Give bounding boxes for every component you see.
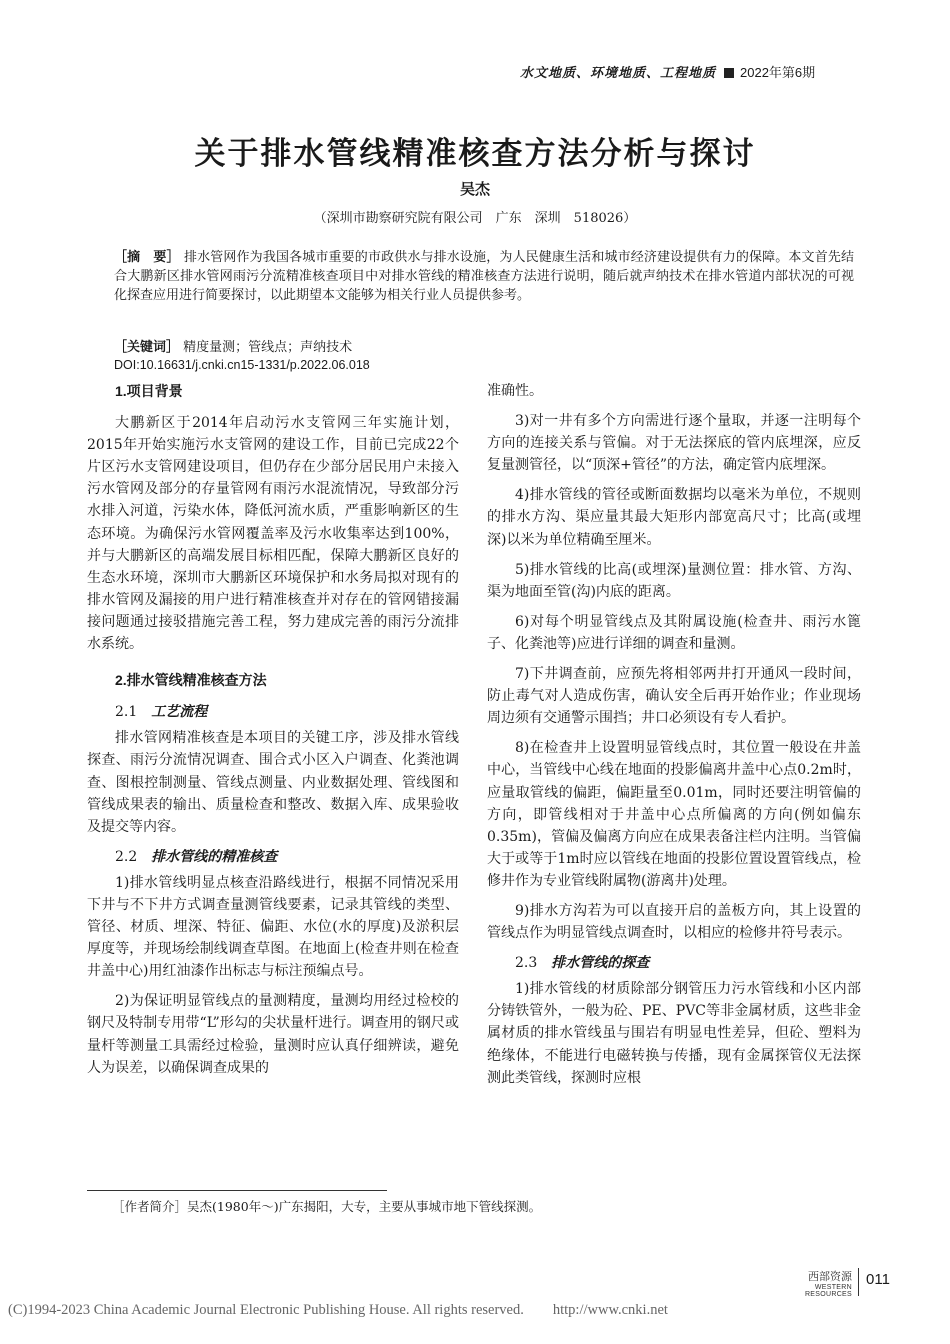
abstract [114, 247, 854, 305]
footer-divider [858, 1268, 859, 1296]
section-2-2-heading [87, 846, 459, 868]
section-2-1-number: 2.1 [115, 704, 138, 721]
article-title: 关于排水管线精准核查方法分析与探讨 [194, 136, 756, 172]
author-name: 吴杰 [459, 180, 490, 198]
item-7-paragraph: 7)下井调查前，应预先将相邻两井打开通风一段时间，防止毒气对人造成伤害，确认安全后再开始作业；作业现场周边须有交通警示围挡；井口必须设有专人看护。 [487, 666, 861, 727]
publisher-logo [780, 1268, 852, 1298]
item-9-paragraph: 9)排水方沟若为可以直接开启的盖板方向，其上设置的管线点作为明显管线点调查时，以相应的检修井符号表示。 [487, 902, 861, 942]
section-2-2-number: 2.2 [115, 848, 138, 865]
logo-english: WESTERN RESOURCES [804, 1284, 852, 1298]
logo-chinese: 西部资源 [808, 1271, 852, 1283]
right-column [487, 380, 861, 1097]
left-column [87, 380, 459, 1087]
section-2-3-heading [487, 952, 861, 974]
author-footnote: ［作者简介］吴杰(1980年～)广东揭阳，大专，主要从事城市地下管线探测。 [112, 1199, 542, 1214]
section-2-heading: 2.排水管线精准核查方法 [115, 672, 267, 689]
copyright-notice: (C)1994-2023 China Academic Journal Electronic Publishing House. All rights reserved. http://www.cnki.net [8, 1302, 668, 1318]
item-6-paragraph: 6)对每个明显管线点及其附属设施(检查井、雨污水篦子、化粪池等)应进行详细的调查和量测。 [487, 613, 861, 652]
section-2-1-heading [87, 701, 459, 723]
section-2-2-title: 排水管线的精准核查 [151, 848, 278, 865]
paragraph-continuation: 准确性。 [487, 383, 543, 399]
keywords-text: 精度量测；管线点；声纳技术 [183, 340, 353, 355]
section-1-heading: 1.项目背景 [115, 383, 183, 399]
doi: DOI:10.16631/j.cnki.cn15-1331/p.2022.06.018 [114, 358, 370, 372]
page-number: 011 [866, 1271, 890, 1288]
section-2-3-paragraph: 1)排水管线的材质除部分钢管压力污水管线和小区内部分铸铁管外，一般为砼、PE、PVC等非金属材质，这些非金属材质的排水管线虽与围岩有明显电性差异，但砼、塑料为绝缘体，不能进行电磁转换与传播，现有金属探管仪无法探测此类管线，探测时应根 [487, 981, 861, 1086]
issue-label: 2022年第6期 [740, 65, 816, 80]
section-2-2-paragraph-2: 2)为保证明显管线点的量测精度，量测均用经过检校的钢尺及特制专用带“L”形勾的尖状量杆进行。调查用的钢尺或量杆等测量工具需经过检验，量测时应认真仔细辨读，避免人为误差，以确保调查成果的 [87, 993, 459, 1076]
section-2-1-title: 工艺流程 [151, 704, 208, 721]
item-4-paragraph: 4)排水管线的管径或断面数据均以毫米为单位，不规则的排水方沟、渠应量其最大矩形内部宽高尺寸；比高(或埋深)以米为单位精确至厘米。 [487, 487, 861, 548]
section-1-paragraph: 大鹏新区于2014年启动污水支管网三年实施计划，2015年开始实施污水支管网的建设工作，目前已完成22个片区污水支管网建设项目，但仍存在少部分居民用户未接入污水管网及部分的存量管网有雨污水混流情况，导致部分污水排入河道，污染水体，降低河流水质，严重影响新区的生态环境。为确保污水管网覆盖率及污水收集率达到100%，并与大鹏新区的高端发展目标相匹配，保障大鹏新区良好的生态水环境，深圳市大鹏新区环境保护和水务局拟对现有的排水管网及漏接的用户进行精准核查并对存在的管网错接漏接问题通过接驳措施完善工程，努力建成完善的雨污分流排水系统。 [87, 415, 459, 653]
section-2-1-paragraph: 排水管网精准核查是本项目的关键工序，涉及排水管线探查、雨污分流情况调查、围合式小区入户调查、化粪池调查、图根控制测量、管线点测量、内业数据处理、管线图和管线成果表的输出、质量检查和整改、数据入库、成果验收及提交等内容。 [87, 730, 459, 835]
section-2-3-number: 2.3 [515, 955, 538, 972]
keywords [114, 337, 854, 357]
square-bullet-icon [724, 68, 734, 78]
section-2-2-paragraph-1: 1)排水管线明显点核查沿路线进行，根据不同情况采用下井与不下井方式调查量测管线要素，记录其管线的类型、管径、材质、埋深、特征、偏距、水位(水的厚度)及淤积层厚度等，并现场绘制线调查草图。在地面上(检查井则在检查井盖中心)用红油漆作出标志与标注预编点号。 [87, 874, 459, 980]
item-5-paragraph: 5)排水管线的比高(或埋深)量测位置：排水管、方沟、渠为地面至管(沟)内底的距离。 [487, 561, 861, 600]
section-2-3-title: 排水管线的探查 [551, 955, 650, 972]
journal-name: 水文地质、环境地质、工程地质 [520, 66, 717, 81]
abstract-text: 排水管网作为我国各城市重要的市政供水与排水设施，为人民健康生活和城市经济建设提供有力的保障。本文首先结合大鹏新区排水管网雨污分流精准核查项目中对排水管线的精准核查方法进行说明，随后就声纳技术在排水管道内部状况的可视化探查应用进行简要探讨，以此期望本文能够为相关行业人员提供参考。 [114, 250, 854, 303]
footnote-divider [87, 1190, 387, 1191]
abstract-label: ［摘 要］ [114, 249, 180, 264]
item-8-paragraph: 8)在检查井上设置明显管线点时，其位置一般设在井盖中心，当管线中心线在地面的投影偏离井盖中心点0.2m时，应量取管线的偏距，偏距量至0.01m，同时还要注明管偏的方向，即管线相对于井盖中心点所偏离的方向(例如偏东0.35m)，管偏及偏离方向应在成果表备注栏内注明。当管偏大于或等于1m时应以管线在地面的投影位置设置管线点，检修井作为专业管线附属物(游离井)处理。 [487, 740, 861, 889]
running-header [520, 62, 880, 81]
keywords-label: ［关键词］ [114, 339, 180, 354]
author-affiliation: （深圳市勘察研究院有限公司 广东 深圳 518026） [313, 211, 637, 226]
item-3-paragraph: 3)对一井有多个方向需进行逐个量取，并逐一注明每个方向的连接关系与管偏。对于无法探底的管内底埋深，应反复量测管径，以“顶深+管径”的方法，确定管内底埋深。 [487, 413, 861, 474]
